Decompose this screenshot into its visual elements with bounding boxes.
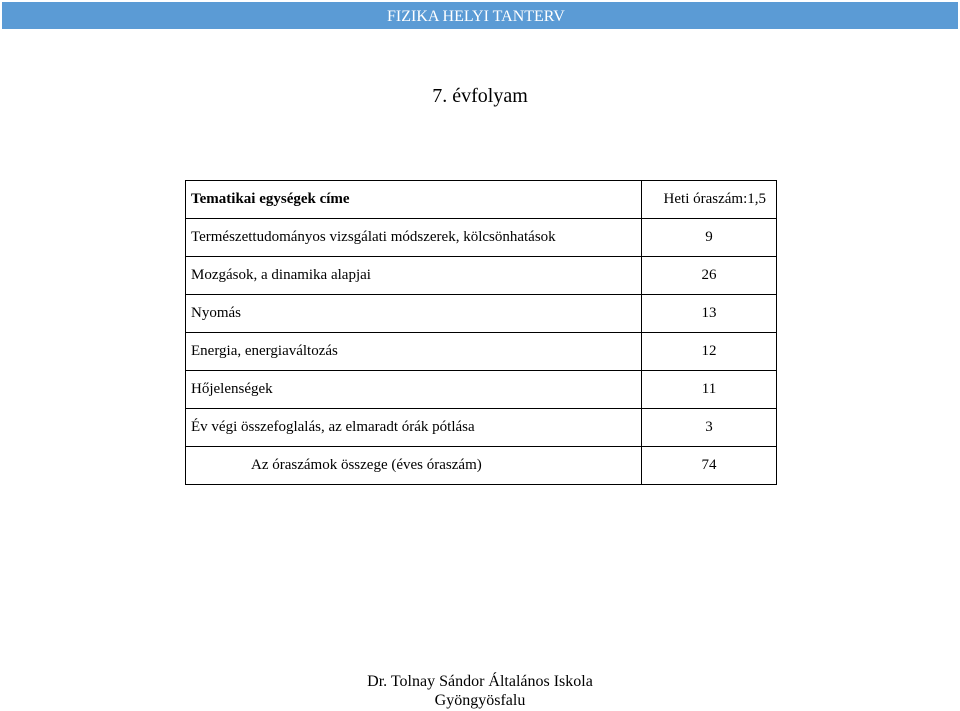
footer-school-name: Dr. Tolnay Sándor Általános Iskola [367, 673, 593, 690]
hours-cell: 3 [642, 409, 777, 447]
hours-cell: 26 [642, 257, 777, 295]
topic-cell: Energia, energiaváltozás [186, 333, 642, 371]
table-row [186, 257, 777, 295]
hours-cell: 12 [642, 333, 777, 371]
footer-town-name: Gyöngyösfalu [434, 692, 526, 709]
table-row [186, 219, 777, 257]
grade-title: 7. évfolyam [432, 85, 528, 107]
hours-cell: 13 [642, 295, 777, 333]
topic-cell: Hőjelenségek [186, 371, 642, 409]
column-header-title: Tematikai egységek címe [186, 181, 642, 219]
topic-cell: Természettudományos vizsgálati módszerek, kölcsönhatások [186, 219, 642, 257]
header-bar [2, 2, 958, 29]
table-row [186, 371, 777, 409]
topic-cell: Év végi összefoglalás, az elmaradt órák pótlása [186, 409, 642, 447]
table-header-row [186, 181, 777, 219]
total-label-cell: Az óraszámok összege (éves óraszám) [186, 447, 642, 485]
hours-cell: 9 [642, 219, 777, 257]
table-total-row [186, 447, 777, 485]
table-row [186, 295, 777, 333]
table-row [186, 333, 777, 371]
hours-cell: 11 [642, 371, 777, 409]
topic-cell: Nyomás [186, 295, 642, 333]
topic-cell: Mozgások, a dinamika alapjai [186, 257, 642, 295]
table-row [186, 409, 777, 447]
column-header-hours: Heti óraszám:1,5 [642, 181, 777, 219]
teaching-units-table [185, 180, 777, 485]
total-hours-cell: 74 [642, 447, 777, 485]
header-title: FIZIKA HELYI TANTERV [387, 8, 565, 25]
